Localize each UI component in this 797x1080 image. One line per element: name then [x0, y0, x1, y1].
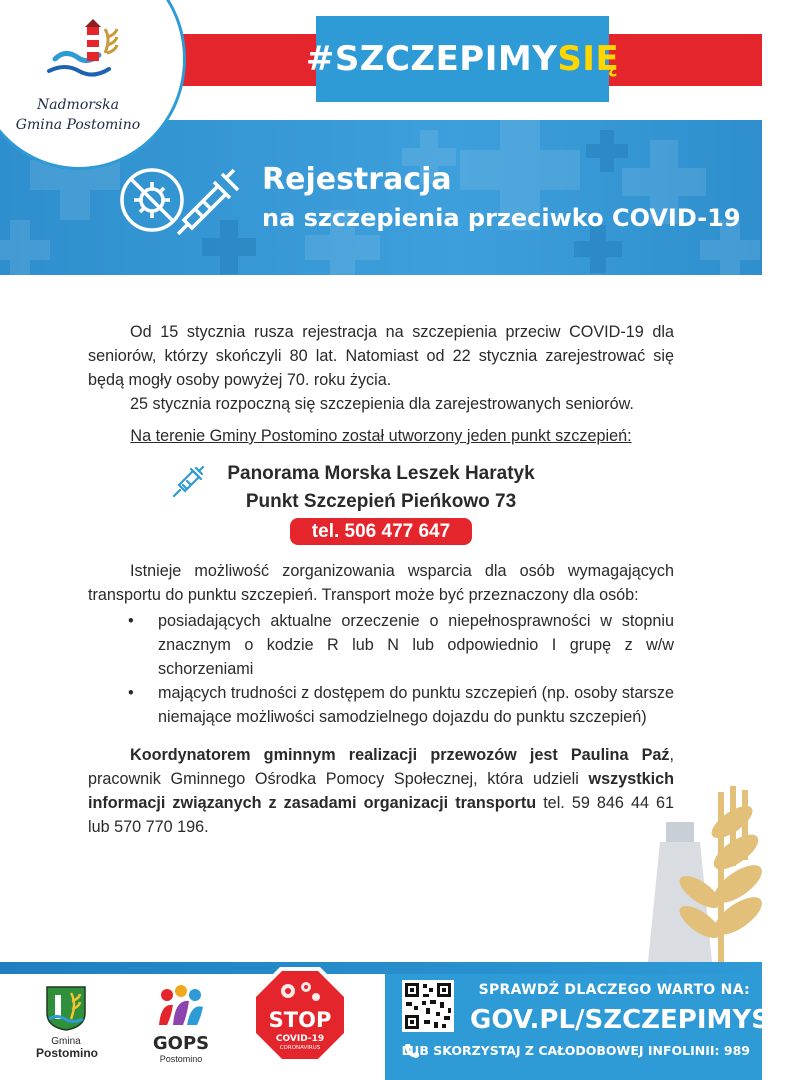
- check-why-text: SPRAWDŹ DLACZEGO WARTO NA:: [478, 982, 750, 998]
- list-item-text: posiadających aktualne orzeczenie o niepełnosprawności w stopniu znacznym o kodzie R lub N lub odpowiednio I grupę z w/w schorzeniami: [158, 612, 674, 678]
- vaccination-point: [88, 460, 674, 545]
- coordinator-role: , pracownik Gminnego Ośrodka Pomocy Społecznej, która udzieli: [88, 746, 674, 788]
- coordinator-name: Koordynatorem gminnym realizacji przewozów jest Paulina Paź: [130, 746, 670, 764]
- gmina-logo-line-1: Gmina: [51, 1036, 81, 1047]
- logo-text: [3, 95, 153, 135]
- venue-address: Punkt Szczepień Pieńkowo 73: [245, 491, 517, 512]
- gops-line-2: Postomino: [159, 1054, 203, 1064]
- stop-coronavirus-text: CORONAVIRUS: [279, 1045, 321, 1051]
- gmina-logo: [36, 985, 96, 1060]
- stop-word: STOP: [268, 1008, 332, 1032]
- gops-logo: [146, 985, 216, 1064]
- lighthouse-wheat-decoration: [640, 782, 762, 962]
- intro-paragraph-2: 25 stycznia rozpoczną się szczepienia dla zarejestrowanych seniorów.: [130, 395, 634, 413]
- coordinator-phones: tel. 59 846 44 61 lub 570 770 196.: [88, 794, 674, 836]
- title-sub: na szczepienia przeciwko COVID-19: [262, 204, 741, 232]
- hashtag-banner: [305, 16, 620, 102]
- main-content: [88, 320, 674, 839]
- logo-line-2: Gmina Postomino: [15, 117, 141, 133]
- coordinator-info: wszystkich informacji związanych z zasadami organizacji transportu: [88, 770, 674, 812]
- intro-paragraph-1: Od 15 stycznia rusza rejestracja na szczepienia przeciw COVID-19 dla seniorów, którzy skończyli 80 lat. Natomiast od 22 stycznia zarejestrować się będą mogły osoby powyżej 70. roku życia.: [88, 323, 674, 389]
- bullet-marker: •: [128, 684, 134, 702]
- stop-covid-text: COVID-19: [275, 1034, 325, 1044]
- venue-phone: tel. 506 477 647: [290, 518, 472, 545]
- list-item: [88, 609, 674, 681]
- coat-of-arms-icon: [45, 985, 87, 1031]
- red-bar-right: [600, 34, 762, 86]
- logo-line-1: Nadmorska: [37, 97, 119, 113]
- qr-code[interactable]: [402, 980, 454, 1032]
- gmina-logo-line-2: Postomino: [36, 1046, 98, 1060]
- bullet-marker: •: [128, 612, 134, 630]
- gov-site-link[interactable]: GOV.PL/SZCZEPIMYSIE: [470, 1005, 797, 1035]
- gops-line-1: GOPS: [152, 1033, 210, 1054]
- list-item-text: mających trudności z dostępem do punktu szczepień (np. osoby starsze niemające możliwości samodzielnego dojazdu do punktu szczepień): [158, 684, 674, 726]
- syringe-icon: [170, 464, 206, 500]
- virus-syringe-icon: [118, 160, 244, 242]
- hashtag-text: #SZCZEPIMYSIĘ: [305, 39, 620, 79]
- hotline-text: LUB SKORZYSTAJ Z CAŁODOBOWEJ INFOLINII: 989: [401, 1043, 750, 1058]
- hashtag-accent: SIĘ: [557, 39, 620, 79]
- footer-stripe: [0, 962, 762, 974]
- title-main: Rejestracja: [262, 162, 452, 197]
- gops-people-icon: [153, 985, 209, 1029]
- bullet-list: [88, 609, 674, 729]
- coordinator-paragraph: [88, 743, 674, 839]
- list-item: [88, 681, 674, 729]
- transport-paragraph: Istnieje możliwość zorganizowania wsparcia dla osób wymagających transportu do punktu szczepień. Transport może być przeznaczony dla osób:: [88, 562, 674, 604]
- lighthouse-wave-icon: [41, 17, 121, 87]
- point-intro: Na terenie Gminy Postomino został utworzony jeden punkt szczepień:: [130, 427, 632, 445]
- venue-name: Panorama Morska Leszek Haratyk: [227, 463, 535, 484]
